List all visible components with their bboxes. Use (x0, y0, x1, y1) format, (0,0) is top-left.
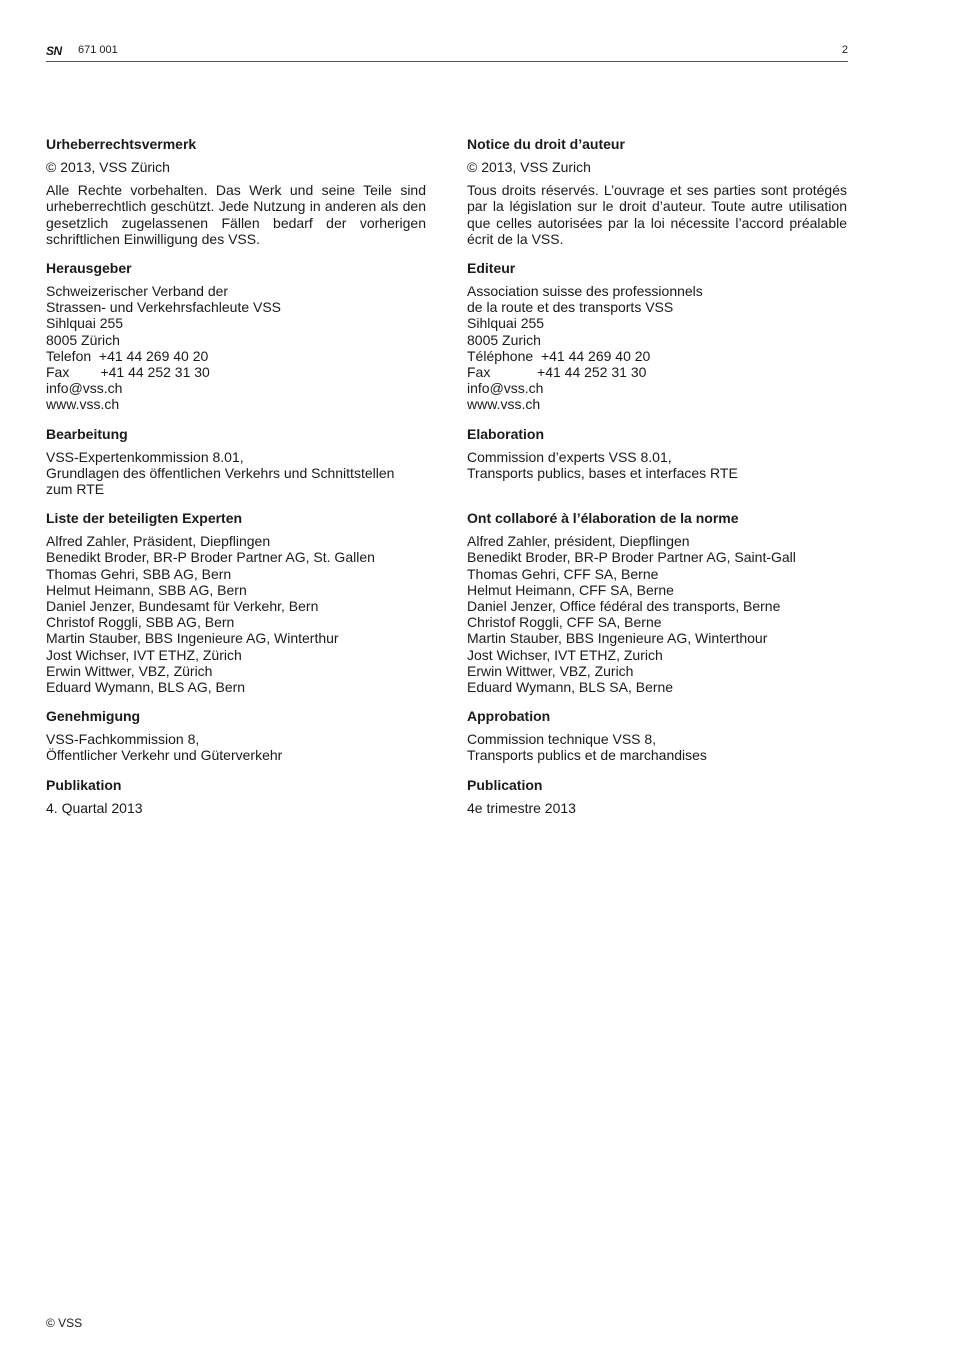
website-line: www.vss.ch (46, 396, 120, 413)
section-heading: Genehmigung (46, 708, 141, 725)
expert-line: Alfred Zahler, Präsident, Diepflingen (46, 533, 271, 550)
fax-line: Fax +41 44 252 31 30 (46, 364, 210, 381)
section-heading: Ont collaboré à l’élaboration de la norme (467, 510, 739, 527)
expert-line: Erwin Wittwer, VBZ, Zürich (46, 662, 213, 679)
expert-line: Erwin Wittwer, VBZ, Zurich (467, 662, 634, 679)
publisher-line: de la route et des transports VSS (467, 299, 674, 316)
document-number: 671 001 (78, 44, 118, 56)
editing-line: VSS-Expertenkommission 8.01, (46, 448, 244, 465)
section-heading: Urheberrechtsvermerk (46, 136, 197, 152)
website-line: www.vss.ch (467, 396, 541, 413)
expert-line: Benedikt Broder, BR-P Broder Partner AG, St. Gallen (46, 549, 375, 566)
section-publisher (467, 260, 847, 413)
sn-logo: SN (46, 44, 62, 58)
page-header (46, 43, 848, 62)
publisher-line: 8005 Zurich (467, 331, 541, 348)
expert-line: Thomas Gehri, SBB AG, Bern (46, 565, 232, 582)
expert-line: Helmut Heimann, SBB AG, Bern (46, 581, 247, 598)
section-approval (46, 708, 426, 763)
expert-line: Alfred Zahler, président, Diepflingen (467, 533, 690, 550)
expert-line: Jost Wichser, IVT ETHZ, Zürich (46, 646, 242, 663)
section-experts (46, 510, 426, 695)
email-line: info@vss.ch (46, 380, 123, 397)
approval-line: Transports publics et de marchandises (467, 747, 707, 764)
editing-line: zum RTE (46, 481, 105, 498)
section-publication (46, 777, 426, 816)
approval-line: VSS-Fachkommission 8, (46, 731, 200, 748)
section-heading: Approbation (467, 708, 551, 725)
copyright-line: © 2013, VSS Zurich (467, 159, 591, 175)
section-experts (467, 510, 847, 695)
editing-line: Grundlagen des öffentlichen Verkehrs und Schnittstellen (46, 464, 395, 481)
expert-line: Eduard Wymann, BLS SA, Berne (467, 679, 674, 696)
expert-line: Martin Stauber, BBS Ingenieure AG, Winterthur (46, 630, 339, 647)
section-copyright (46, 136, 426, 247)
publisher-line: Association suisse des professionnels (467, 283, 703, 300)
section-heading: Herausgeber (46, 260, 132, 277)
section-heading: Editeur (467, 260, 516, 277)
section-heading: Notice du droit d’auteur (467, 136, 625, 152)
copyright-text: Alle Rechte vorbehalten. Das Werk und seine Teile sind urheberrechtlich geschützt. Jede Nutzung in anderen als den gesetzlich zugelassenen Fällen bedarf der vorherigen schriftlichen Einwilligung des VSS. (46, 182, 426, 247)
approval-line: Commission technique VSS 8, (467, 731, 657, 748)
section-editing (467, 426, 847, 498)
fax-line: Fax +41 44 252 31 30 (467, 364, 647, 381)
phone-line: Telefon +41 44 269 40 20 (46, 347, 209, 364)
column-french (467, 136, 847, 829)
expert-line: Martin Stauber, BBS Ingenieure AG, Winterthour (467, 630, 768, 647)
publication-line: 4e trimestre 2013 (467, 799, 576, 816)
page-number: 2 (841, 44, 848, 56)
expert-line: Helmut Heimann, CFF SA, Berne (467, 581, 674, 598)
expert-line: Christof Roggli, CFF SA, Berne (467, 614, 662, 631)
expert-line: Daniel Jenzer, Bundesamt für Verkehr, Bern (46, 598, 319, 615)
section-heading: Publikation (46, 776, 122, 793)
email-line: info@vss.ch (467, 380, 544, 397)
expert-line: Thomas Gehri, CFF SA, Berne (467, 565, 659, 582)
section-heading: Bearbeitung (46, 425, 128, 442)
section-approval (467, 708, 847, 763)
publisher-line: Strassen- und Verkehrsfachleute VSS (46, 299, 282, 316)
copyright-text: Tous droits réservés. L’ouvrage et ses parties sont protégés par la législation sur le droit d’auteur. Toute autre utilisation que celles autorisées par la loi nécessite l’accord préalable écrit de la VSS. (467, 182, 847, 247)
editing-line: Transports publics, bases et interfaces RTE (467, 464, 738, 481)
editing-line: Commission d’experts VSS 8.01, (467, 448, 672, 465)
approval-line: Öffentlicher Verkehr und Güterverkehr (46, 747, 283, 764)
section-heading: Elaboration (467, 425, 545, 442)
section-editing (46, 426, 426, 498)
expert-line: Christof Roggli, SBB AG, Bern (46, 614, 235, 631)
publisher-line: 8005 Zürich (46, 331, 120, 348)
publication-line: 4. Quartal 2013 (46, 799, 143, 816)
phone-line: Téléphone +41 44 269 40 20 (467, 347, 651, 364)
expert-line: Jost Wichser, IVT ETHZ, Zurich (467, 646, 663, 663)
publisher-line: Schweizerischer Verband der (46, 283, 229, 300)
footer-copyright: © VSS (46, 1316, 83, 1330)
copyright-line: © 2013, VSS Zürich (46, 159, 170, 175)
publisher-line: Sihlquai 255 (467, 315, 545, 332)
publisher-line: Sihlquai 255 (46, 315, 124, 332)
column-german (46, 136, 426, 829)
section-heading: Liste der beteiligten Experten (46, 510, 243, 527)
section-publication (467, 777, 847, 816)
expert-line: Daniel Jenzer, Office fédéral des transports, Berne (467, 598, 781, 615)
expert-line: Benedikt Broder, BR-P Broder Partner AG, Saint-Gall (467, 549, 796, 566)
section-heading: Publication (467, 776, 543, 793)
section-copyright (467, 136, 847, 247)
expert-line: Eduard Wymann, BLS AG, Bern (46, 679, 246, 696)
section-publisher (46, 260, 426, 413)
